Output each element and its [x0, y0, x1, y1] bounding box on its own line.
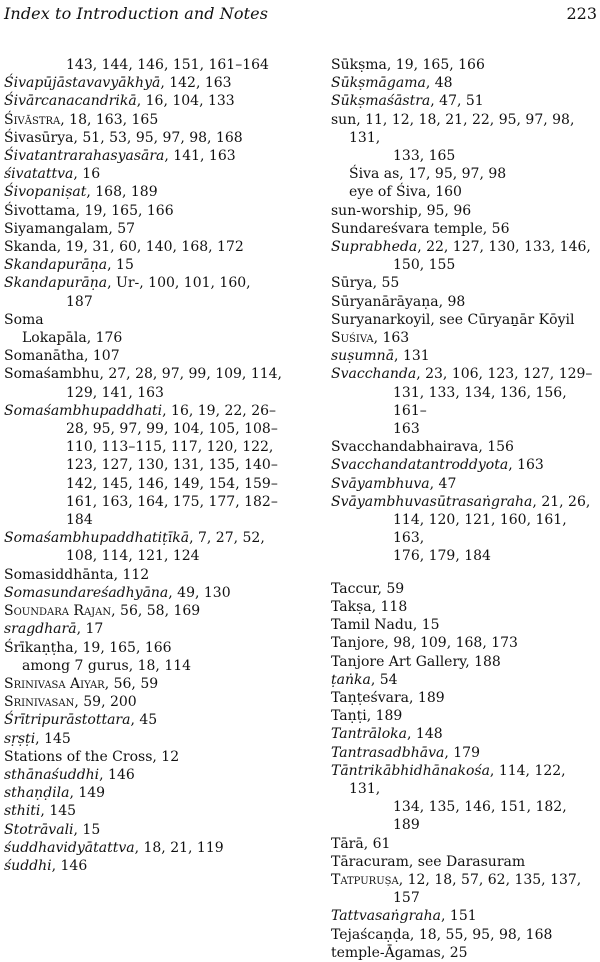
index-entry-pages: , 18, 21, 119: [134, 839, 224, 856]
index-subentry: Śiva as, 17, 95, 97, 98: [349, 166, 507, 183]
index-entry-term: Skandapurāṇa: [4, 275, 108, 292]
index-entry-pages: , 145: [35, 730, 71, 747]
index-entry-pages: , 61: [363, 835, 391, 852]
index-entry-term: Śivatantrarahasyasāra: [4, 148, 165, 165]
index-entry-pages: , 112: [113, 566, 150, 583]
index-entry-term: Śivapūjāstavavyākhyā: [4, 75, 161, 92]
index-entry-pages: , 156: [478, 439, 514, 456]
index-entry-pages: , 56, 58, 169: [111, 603, 201, 620]
index-entry: [331, 274, 597, 292]
index-entry-term: Svacchandabhairava: [331, 439, 479, 456]
index-entry-continuation: 114, 120, 121, 160, 161, 163,: [393, 512, 572, 547]
index-entry-pages: , 145: [40, 803, 77, 820]
index-entry-pages: , 17: [76, 621, 104, 638]
index-entry-pages: , 16: [73, 166, 101, 183]
index-entry-pages: , Ur-, 100, 101, 160,: [107, 275, 251, 292]
index-entry: [4, 92, 286, 110]
index-entry-term: Śivāstra: [4, 111, 61, 128]
index-entry-term: Soundara Rajan: [4, 603, 112, 620]
index-entry: [331, 835, 597, 853]
index-entry-term: Śivottama: [4, 202, 76, 219]
index-entry-term: Tantrāloka: [331, 726, 408, 743]
index-entry-pages: , 95, 96: [417, 202, 472, 219]
index-entry: [331, 853, 597, 871]
index-entry-term: Somaśambhupaddhati: [4, 402, 163, 419]
index-entry: [331, 293, 597, 311]
index-entry-term: Taṇṭeśvara: [331, 689, 410, 706]
index-entry: [331, 926, 597, 944]
index-entry-pages: , 163: [373, 330, 410, 347]
index-entry-pages: , 146: [51, 857, 88, 874]
index-entry-term: Skandapurāṇa: [4, 257, 108, 274]
index-entry-pages: , 16, 104, 133: [136, 93, 235, 110]
index-entry: [4, 784, 286, 802]
index-entry-term: Svacchandatantroddyota: [331, 457, 509, 474]
index-entry: [4, 220, 286, 238]
index-entry-pages: , 16, 19, 22, 26–: [162, 402, 277, 419]
index-entry-pages: , 15: [73, 821, 101, 838]
index-entry-term: Srinivasa Aiyar: [4, 675, 105, 692]
index-entry-pages: , 47: [429, 475, 457, 492]
index-entry-pages: , 149: [69, 785, 106, 802]
index-entry-term: Sūkṣmaśāstra: [331, 93, 431, 110]
index-entry-term: Tanjore Art Gallery: [331, 653, 466, 670]
index-entry: [331, 634, 597, 652]
index-entry-pages: , 98, 109, 168, 173: [384, 635, 518, 652]
index-entry-term: Tārā: [331, 835, 364, 852]
index-entry: [331, 202, 597, 220]
index-entry-term: Suprabheda: [331, 239, 418, 256]
index-entry: [4, 675, 286, 693]
index-entry: [331, 744, 597, 762]
index-entry-term: Sūrya: [331, 275, 373, 292]
index-entry: [4, 183, 286, 201]
index-entry-pages: , 19, 165, 166: [386, 57, 485, 73]
index-entry-continuation: 28, 95, 97, 99, 104, 105, 108–: [66, 421, 278, 438]
index-entry: [4, 620, 286, 638]
index-entry-pages: , 148: [407, 726, 443, 743]
index-entry-continuation: 161, 163, 164, 175, 177, 182–: [66, 493, 278, 510]
index-entry: [331, 653, 597, 671]
index-entry: [331, 944, 597, 962]
index-entry-pages: , 189: [409, 689, 445, 706]
index-entry-pages: , 25: [440, 944, 468, 961]
index-entry-term: Svāyambhuva: [331, 475, 430, 492]
index-entry-term: Skanda: [4, 239, 57, 256]
index-entry: [4, 602, 286, 620]
index-entry-term: Śivārcanacandrikā: [4, 93, 137, 110]
index-entry: [4, 821, 286, 839]
index-entry-term: sṛṣṭi: [4, 730, 36, 747]
index-entry: [4, 147, 286, 165]
index-entry: [4, 111, 286, 129]
index-entry: [4, 566, 286, 584]
index-entry-pages: , 12, 18, 57, 62, 135, 137,: [398, 871, 582, 888]
index-entry-pages: , 27, 28, 97, 99, 109, 114,: [99, 366, 283, 383]
index-entry: [331, 311, 597, 329]
index-entry-term: Tejaścaṇḍa: [331, 926, 410, 943]
index-entry-continuation: 134, 135, 146, 151, 182, 189: [393, 799, 572, 834]
index-entry-pages: , 107: [84, 348, 120, 365]
running-title: Index to Introduction and Notes: [4, 4, 269, 23]
index-entry: [331, 475, 597, 493]
index-entry-pages: , 19, 31, 60, 140, 168, 172: [56, 239, 244, 256]
index-subentry: among 7 gurus, 18, 114: [22, 657, 192, 674]
index-entry-term: Tattvasaṅgraha: [331, 908, 442, 925]
index-entry-term: Śivasūrya: [4, 129, 74, 146]
index-entry: [331, 56, 597, 74]
index-entry-pages: , see Cūryaṉār Kōyil: [430, 311, 575, 328]
index-entry-pages: , 18, 163, 165: [60, 111, 159, 128]
index-entry: [331, 671, 597, 689]
index-entry-term: Tanjore: [331, 635, 385, 652]
index-entry-term: sthānaśuddhi: [4, 766, 100, 783]
index-section-gap: [331, 566, 597, 580]
index-entry-continuation: 133, 165: [393, 148, 456, 165]
index-entry-term: Soma: [4, 311, 44, 328]
index-entry: [4, 74, 286, 92]
index-entry-term: Somanātha: [4, 348, 84, 365]
index-entry-pages: , 131: [394, 348, 430, 365]
index-entry: [331, 907, 597, 925]
index-entry-pages: , 47, 51: [430, 93, 484, 110]
index-entry-pages: , see Darasuram: [408, 853, 526, 870]
index-entry-continuation: 176, 179, 184: [393, 548, 491, 565]
index-entry-pages: , 142, 163: [160, 75, 232, 92]
index-entry-pages: , 146: [99, 766, 135, 783]
index-entry-term: Siyamangalam: [4, 220, 109, 237]
index-entry-term: Somasundareśadhyāna: [4, 584, 169, 601]
index-column-right: [331, 56, 597, 962]
index-entry-term: Somasiddhānta: [4, 566, 114, 583]
index-entry-pages: , 57: [108, 220, 136, 237]
index-entry-term: sthaṇḍila: [4, 785, 70, 802]
index-entry-term: Śrīkaṇṭha: [4, 639, 74, 656]
index-entry-continuation: 150, 155: [393, 257, 456, 274]
index-entry: [331, 329, 597, 347]
index-entry: [331, 871, 597, 889]
index-entry: [4, 202, 286, 220]
index-entry: [331, 74, 597, 92]
index-entry-term: Somaśambhu: [4, 366, 100, 383]
index-entry: [4, 256, 286, 274]
index-entry-term: śuddhavidyātattva: [4, 839, 135, 856]
index-entry-pages: , 12: [152, 748, 180, 765]
index-entry-pages: , 21, 26,: [532, 493, 591, 510]
index-entry: [4, 165, 286, 183]
index-entry: [4, 730, 286, 748]
index-entry-term: sun: [331, 111, 357, 128]
index-entry: [331, 707, 597, 725]
index-entry: [4, 839, 286, 857]
index-entry-continuation: 123, 127, 130, 131, 135, 140–: [66, 457, 278, 474]
index-entry-term: Tamil Nadu: [331, 617, 413, 634]
index-entry-pages: , 7, 27, 52,: [189, 530, 265, 547]
index-entry-continuation: 142, 145, 146, 149, 154, 159–: [66, 475, 278, 492]
index-entry-pages: , 98: [438, 293, 466, 310]
index-entry-pages: , 48: [425, 75, 453, 92]
index-entry-term: suṣumnā: [331, 348, 395, 365]
index-entry: [4, 129, 286, 147]
index-entry-pages: , 189: [366, 708, 403, 725]
index-subentry: Lokapāla, 176: [22, 330, 123, 347]
index-entry-term: Somaśambhupaddhatiṭīkā: [4, 530, 190, 547]
index-entry-term: Tantrasadbhāva: [331, 744, 445, 761]
index-entry-term: Suryanarkoyil: [331, 311, 431, 328]
index-entry-pages: , 15: [412, 617, 440, 634]
index-entry: [331, 347, 597, 365]
index-entry-term: Sundareśvara temple: [331, 220, 483, 237]
index-entry-pages: , 56: [482, 220, 510, 237]
index-entry-pages: , 19, 165, 166: [73, 639, 172, 656]
index-entry-continuation: 129, 141, 163: [66, 384, 164, 401]
index-entry: [4, 529, 286, 547]
index-entry: [4, 274, 286, 292]
index-entry-pages: , 51, 53, 95, 97, 98, 168: [73, 129, 243, 146]
index-entry: [331, 365, 597, 383]
index-entry: [4, 748, 286, 766]
index-entry-pages: , 114, 122, 131,: [349, 762, 571, 797]
index-entry-pages: , 141, 163: [164, 148, 236, 165]
index-entry: [331, 438, 597, 456]
index-entry-pages: , 56, 59: [104, 675, 159, 692]
index-entry-term: Suśiva: [331, 330, 374, 347]
index-entry: [331, 598, 597, 616]
index-entry-term: Tatpuruṣa: [331, 871, 399, 888]
index-entry-term: sun-worship: [331, 202, 418, 219]
index-entry: [4, 639, 286, 657]
index-entry-pages: , 18, 55, 95, 98, 168: [409, 926, 553, 943]
index-entry: [331, 616, 597, 634]
index-subentry: eye of Śiva, 160: [349, 184, 462, 201]
index-entry-continuation: 184: [66, 512, 93, 529]
index-entry-pages: , 188: [465, 653, 501, 670]
index-entry-term: Sūkṣmāgama: [331, 75, 426, 92]
index-entry-continuation: 110, 113–115, 117, 120, 122,: [66, 439, 274, 456]
index-entry-term: temple-Āgamas: [331, 944, 441, 961]
index-entry-term: Sūkṣma: [331, 57, 387, 73]
index-entry-term: Srinivasan: [4, 694, 75, 711]
index-column-left: [4, 56, 286, 875]
index-entry: [331, 762, 597, 798]
index-entry: [331, 493, 597, 511]
index-entry-term: Svāyambhuvasūtrasaṅgraha: [331, 493, 533, 510]
index-entry-pages: , 59: [377, 580, 405, 597]
index-entry-pages: , 151: [441, 908, 477, 925]
index-entry-term: sthiti: [4, 803, 41, 820]
index-entry-term: ṭaṅka: [331, 671, 371, 688]
index-entry-continuation: 131, 133, 134, 136, 156, 161–: [393, 384, 572, 419]
index-entry-term: Sūryanārāyaṇa: [331, 293, 439, 310]
index-entry-pages: , 55: [372, 275, 400, 292]
index-entry-pages: , 59, 200: [74, 694, 137, 711]
index-entry-term: Stotrāvali: [4, 821, 74, 838]
index-entry-pages: , 19, 165, 166: [75, 202, 174, 219]
index-entry: [4, 311, 286, 329]
index-entry-continuation: 143, 144, 146, 151, 161–164: [66, 57, 269, 73]
index-entry-pages: , 49, 130: [168, 584, 231, 601]
index-entry-term: Taṇṭi: [331, 708, 367, 725]
index-entry-term: śivatattva: [4, 166, 74, 183]
index-entry: [4, 693, 286, 711]
index-entry: [4, 802, 286, 820]
index-entry-pages: , 54: [370, 671, 398, 688]
index-entry: [4, 584, 286, 602]
index-entry: [331, 456, 597, 474]
index-entry-term: sragdharā: [4, 621, 77, 638]
index-entry: [4, 857, 286, 875]
index-entry-term: Śivopaniṣat: [4, 184, 87, 201]
index-entry-pages: , 15: [107, 257, 134, 274]
index-entry: [4, 238, 286, 256]
index-entry-term: Stations of the Cross: [4, 748, 153, 765]
index-entry: [4, 766, 286, 784]
page-number: 223: [566, 4, 597, 23]
index-entry-pages: , 23, 106, 123, 127, 129–: [416, 366, 593, 383]
index-entry-pages: , 22, 127, 130, 133, 146,: [417, 239, 591, 256]
page-header: [0, 0, 600, 28]
index-entry: [331, 689, 597, 707]
index-entry-term: Takṣa: [331, 598, 372, 615]
index-entry: [4, 347, 286, 365]
index-entry-continuation: 157: [393, 890, 420, 907]
index-entry-term: śuddhi: [4, 857, 52, 874]
index-entry: [331, 238, 597, 256]
index-entry: [4, 711, 286, 729]
index-entry: [4, 365, 286, 383]
index-entry-pages: , 45: [130, 712, 158, 729]
index-entry: [331, 111, 597, 147]
index-entry-continuation: 187: [66, 293, 93, 310]
index-entry: [331, 92, 597, 110]
index-entry: [4, 402, 286, 420]
index-entry-term: Śrītripurāstottara: [4, 712, 131, 729]
index-entry-term: Taccur: [331, 580, 378, 597]
index-entry-pages: , 163: [508, 457, 544, 474]
index-entry-continuation: 163: [393, 421, 420, 438]
index-entry-continuation: 108, 114, 121, 124: [66, 548, 200, 565]
index-entry: [331, 220, 597, 238]
index-entry-pages: , 179: [444, 744, 480, 761]
index-entry-term: Svacchanda: [331, 366, 417, 383]
index-entry-pages: , 11, 12, 18, 21, 22, 95, 97, 98, 131,: [349, 111, 579, 146]
index-entry: [331, 580, 597, 598]
index-entry: [331, 725, 597, 743]
index-entry-term: Tāntrikābhidhānakośa: [331, 762, 490, 779]
index-entry-pages: , 168, 189: [86, 184, 158, 201]
index-entry-pages: , 118: [371, 598, 408, 615]
index-entry-term: Tāracuram: [331, 853, 409, 870]
